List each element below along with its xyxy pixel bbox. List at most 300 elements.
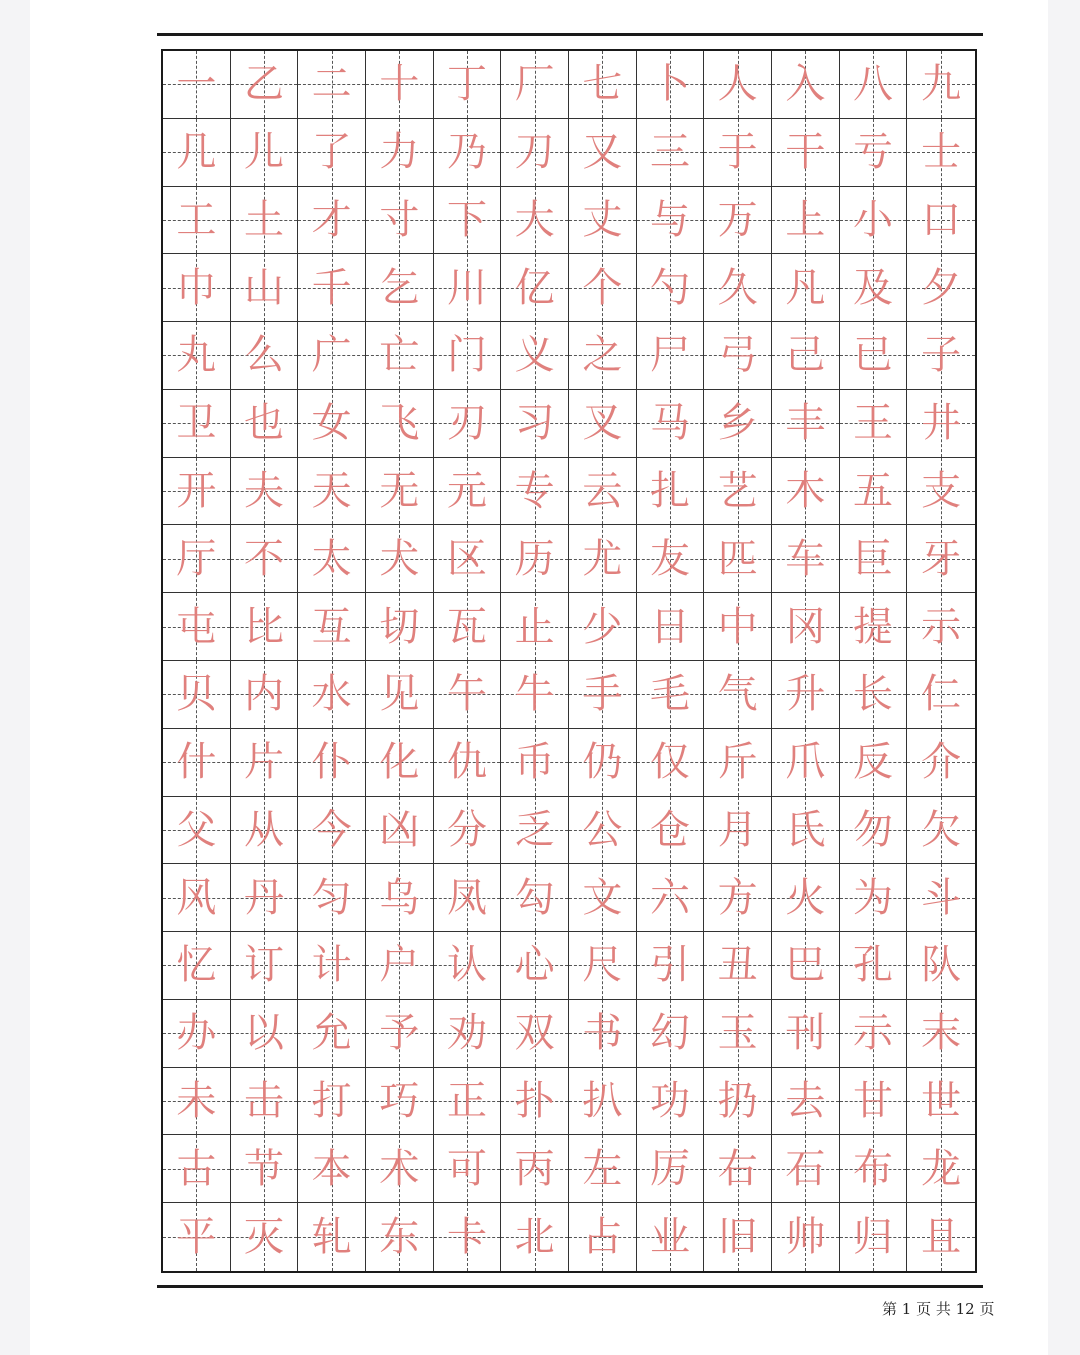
grid-cell xyxy=(366,390,434,458)
practice-character: 日 xyxy=(649,603,690,650)
practice-character: 尸 xyxy=(649,332,690,379)
practice-character: 凡 xyxy=(785,264,826,311)
grid-cell xyxy=(366,864,434,932)
grid-cell xyxy=(840,525,908,593)
practice-character: 爪 xyxy=(785,739,826,786)
practice-character: 平 xyxy=(176,1214,217,1261)
grid-cell xyxy=(704,254,772,322)
grid-cell xyxy=(772,797,840,865)
grid-cell xyxy=(501,797,569,865)
practice-character: 帅 xyxy=(785,1214,826,1261)
practice-character: 仓 xyxy=(649,806,690,853)
grid-cell xyxy=(298,322,366,390)
grid-cell xyxy=(231,932,299,1000)
grid-cell xyxy=(907,1203,975,1271)
grid-cell xyxy=(637,322,705,390)
practice-character: 乡 xyxy=(717,400,758,447)
practice-character: 午 xyxy=(446,671,487,718)
grid-cell xyxy=(704,187,772,255)
practice-character: 左 xyxy=(582,1145,623,1192)
practice-character: 扑 xyxy=(514,1078,555,1125)
practice-character: 见 xyxy=(379,671,420,718)
grid-cell xyxy=(163,119,231,187)
grid-cell xyxy=(501,390,569,458)
practice-character: 万 xyxy=(717,196,758,243)
practice-character: 已 xyxy=(852,332,893,379)
practice-character: 元 xyxy=(446,468,487,515)
grid-cell xyxy=(907,1000,975,1068)
practice-character: 广 xyxy=(311,332,352,379)
grid-cell xyxy=(772,390,840,458)
practice-character: 历 xyxy=(514,535,555,582)
grid-cell xyxy=(298,51,366,119)
practice-character: 仅 xyxy=(649,739,690,786)
practice-character: 什 xyxy=(176,739,217,786)
grid-cell xyxy=(569,525,637,593)
grid-cell xyxy=(840,797,908,865)
practice-character: 己 xyxy=(785,332,826,379)
practice-character: 本 xyxy=(311,1145,352,1192)
grid-cell xyxy=(569,322,637,390)
practice-character: 无 xyxy=(379,468,420,515)
practice-character: 太 xyxy=(311,535,352,582)
grid-cell xyxy=(637,932,705,1000)
practice-character: 正 xyxy=(446,1078,487,1125)
practice-character: 刀 xyxy=(514,129,555,176)
grid-cell xyxy=(704,864,772,932)
practice-character: 山 xyxy=(243,264,284,311)
practice-character: 丁 xyxy=(446,61,487,108)
practice-character: 丈 xyxy=(582,196,623,243)
practice-character: 乌 xyxy=(379,874,420,921)
practice-character: 丑 xyxy=(717,942,758,989)
practice-character: 扒 xyxy=(582,1078,623,1125)
practice-character: 丹 xyxy=(243,874,284,921)
practice-character: 为 xyxy=(852,874,893,921)
grid-cell xyxy=(704,1000,772,1068)
practice-character: 士 xyxy=(921,129,962,176)
practice-character: 仆 xyxy=(311,739,352,786)
grid-cell xyxy=(366,1000,434,1068)
grid-cell xyxy=(907,1135,975,1203)
grid-cell xyxy=(637,51,705,119)
grid-cell xyxy=(366,254,434,322)
practice-character: 乃 xyxy=(446,129,487,176)
grid-cell xyxy=(434,1068,502,1136)
practice-character: 气 xyxy=(717,671,758,718)
practice-character: 毛 xyxy=(649,671,690,718)
grid-cell xyxy=(569,1068,637,1136)
practice-character: 七 xyxy=(582,61,623,108)
practice-character: 心 xyxy=(514,942,555,989)
grid-cell xyxy=(163,932,231,1000)
practice-character: 玉 xyxy=(717,1010,758,1057)
grid-cell xyxy=(163,322,231,390)
grid-cell xyxy=(772,322,840,390)
practice-character: 世 xyxy=(921,1078,962,1125)
grid-cell xyxy=(772,729,840,797)
grid-cell xyxy=(907,525,975,593)
practice-character: 石 xyxy=(785,1145,826,1192)
practice-character: 云 xyxy=(582,468,623,515)
practice-character: 巨 xyxy=(852,535,893,582)
grid-cell xyxy=(366,729,434,797)
grid-cell xyxy=(840,322,908,390)
practice-character: 队 xyxy=(921,942,962,989)
practice-character: 文 xyxy=(582,874,623,921)
practice-character: 甘 xyxy=(852,1078,893,1125)
practice-character: 久 xyxy=(717,264,758,311)
practice-character: 人 xyxy=(717,61,758,108)
grid-cell xyxy=(772,661,840,729)
grid-cell xyxy=(163,1135,231,1203)
practice-character: 厉 xyxy=(649,1145,690,1192)
practice-character: 夫 xyxy=(243,468,284,515)
grid-cell xyxy=(163,1000,231,1068)
practice-character: 车 xyxy=(785,535,826,582)
practice-character: 习 xyxy=(514,400,555,447)
grid-cell xyxy=(434,1000,502,1068)
grid-cell xyxy=(434,322,502,390)
grid-cell xyxy=(501,1000,569,1068)
practice-character: 认 xyxy=(446,942,487,989)
practice-character: 弓 xyxy=(717,332,758,379)
grid-cell xyxy=(637,729,705,797)
practice-character: 义 xyxy=(514,332,555,379)
grid-cell xyxy=(840,729,908,797)
practice-character: 牛 xyxy=(514,671,555,718)
practice-character: 区 xyxy=(446,535,487,582)
grid-cell xyxy=(907,797,975,865)
practice-character: 千 xyxy=(311,264,352,311)
grid-cell xyxy=(298,119,366,187)
practice-character: 书 xyxy=(582,1010,623,1057)
grid-cell xyxy=(569,797,637,865)
practice-character: 卜 xyxy=(649,61,690,108)
practice-character: 友 xyxy=(649,535,690,582)
practice-character: 扎 xyxy=(649,468,690,515)
practice-character: 之 xyxy=(582,332,623,379)
grid-cell xyxy=(366,187,434,255)
grid-cell xyxy=(231,661,299,729)
practice-character: 风 xyxy=(176,874,217,921)
grid-cell xyxy=(501,51,569,119)
practice-character: 且 xyxy=(921,1214,962,1261)
practice-character: 从 xyxy=(243,806,284,853)
practice-character: 仁 xyxy=(921,671,962,718)
practice-character: 乞 xyxy=(379,264,420,311)
grid-cell xyxy=(231,322,299,390)
practice-character: 少 xyxy=(582,603,623,650)
practice-character: 乏 xyxy=(514,806,555,853)
grid-cell xyxy=(907,458,975,526)
practice-character: 勿 xyxy=(852,806,893,853)
grid-cell xyxy=(231,458,299,526)
practice-character: 布 xyxy=(852,1145,893,1192)
grid-cell xyxy=(163,390,231,458)
grid-cell xyxy=(434,729,502,797)
grid-cell xyxy=(637,119,705,187)
grid-cell xyxy=(231,797,299,865)
grid-cell xyxy=(366,1135,434,1203)
grid-cell xyxy=(163,458,231,526)
grid-cell xyxy=(637,1068,705,1136)
grid-cell xyxy=(501,1203,569,1271)
grid-cell xyxy=(637,390,705,458)
practice-character: 井 xyxy=(921,400,962,447)
grid-cell xyxy=(366,119,434,187)
practice-character: 十 xyxy=(379,61,420,108)
grid-cell xyxy=(231,864,299,932)
grid-cell xyxy=(840,254,908,322)
practice-character: 刊 xyxy=(785,1010,826,1057)
grid-cell xyxy=(704,1203,772,1271)
practice-character: 才 xyxy=(311,196,352,243)
practice-character: 轧 xyxy=(311,1214,352,1261)
grid-cell xyxy=(840,864,908,932)
practice-character: 巴 xyxy=(785,942,826,989)
practice-character: 孔 xyxy=(852,942,893,989)
grid-cell xyxy=(704,119,772,187)
grid-cell xyxy=(704,390,772,458)
grid-cell xyxy=(231,593,299,661)
practice-character: 双 xyxy=(514,1010,555,1057)
practice-character: 八 xyxy=(852,61,893,108)
practice-character: 东 xyxy=(379,1214,420,1261)
grid-cell xyxy=(298,1135,366,1203)
page-number: 第 1 页 共 12 页 xyxy=(882,1300,995,1318)
practice-grid xyxy=(161,49,977,1273)
grid-cell xyxy=(501,864,569,932)
grid-cell xyxy=(637,187,705,255)
grid-cell xyxy=(569,729,637,797)
grid-cell xyxy=(366,797,434,865)
grid-cell xyxy=(907,661,975,729)
grid-cell xyxy=(298,661,366,729)
practice-character: 五 xyxy=(852,468,893,515)
grid-cell xyxy=(434,390,502,458)
grid-cell xyxy=(231,525,299,593)
grid-cell xyxy=(772,51,840,119)
grid-cell xyxy=(366,593,434,661)
grid-cell xyxy=(637,1135,705,1203)
grid-cell xyxy=(840,593,908,661)
practice-character: 卡 xyxy=(446,1214,487,1261)
grid-cell xyxy=(163,729,231,797)
practice-character: 与 xyxy=(649,196,690,243)
practice-character: 三 xyxy=(649,129,690,176)
grid-cell xyxy=(231,187,299,255)
practice-character: 劝 xyxy=(446,1010,487,1057)
practice-character: 互 xyxy=(311,603,352,650)
practice-character: 业 xyxy=(649,1214,690,1261)
grid-cell xyxy=(434,932,502,1000)
grid-cell xyxy=(298,1203,366,1271)
practice-character: 贝 xyxy=(176,671,217,718)
grid-cell xyxy=(840,119,908,187)
practice-character: 九 xyxy=(921,61,962,108)
grid-cell xyxy=(772,864,840,932)
practice-character: 未 xyxy=(176,1078,217,1125)
grid-cell xyxy=(637,458,705,526)
practice-character: 扔 xyxy=(717,1078,758,1125)
grid-cell xyxy=(704,458,772,526)
practice-character: 丰 xyxy=(785,400,826,447)
practice-character: 下 xyxy=(446,196,487,243)
practice-character: 亿 xyxy=(514,264,555,311)
grid-cell xyxy=(366,458,434,526)
practice-character: 工 xyxy=(176,196,217,243)
practice-character: 一 xyxy=(176,61,217,108)
practice-character: 女 xyxy=(311,400,352,447)
grid-cell xyxy=(840,1135,908,1203)
grid-cell xyxy=(434,254,502,322)
grid-cell xyxy=(569,1000,637,1068)
practice-character: 长 xyxy=(852,671,893,718)
grid-cell xyxy=(501,187,569,255)
grid-cell xyxy=(501,593,569,661)
practice-character: 公 xyxy=(582,806,623,853)
grid-cell xyxy=(840,390,908,458)
practice-character: 可 xyxy=(446,1145,487,1192)
practice-character: 升 xyxy=(785,671,826,718)
practice-character: 艺 xyxy=(717,468,758,515)
grid-cell xyxy=(840,1000,908,1068)
practice-character: 忆 xyxy=(176,942,217,989)
grid-cell xyxy=(163,51,231,119)
practice-character: 勾 xyxy=(514,874,555,921)
practice-character: 凤 xyxy=(446,874,487,921)
practice-character: 屯 xyxy=(176,603,217,650)
practice-character: 打 xyxy=(311,1078,352,1125)
grid-cell xyxy=(231,119,299,187)
practice-character: 灭 xyxy=(243,1214,284,1261)
practice-character: 订 xyxy=(243,942,284,989)
grid-cell xyxy=(434,797,502,865)
practice-character: 以 xyxy=(243,1010,284,1057)
practice-character: 马 xyxy=(649,400,690,447)
grid-cell xyxy=(772,187,840,255)
grid-cell xyxy=(231,1135,299,1203)
grid-cell xyxy=(298,187,366,255)
grid-cell xyxy=(231,254,299,322)
practice-character: 中 xyxy=(717,603,758,650)
grid-cell xyxy=(840,932,908,1000)
practice-character: 干 xyxy=(785,129,826,176)
grid-cell xyxy=(298,593,366,661)
grid-cell xyxy=(840,51,908,119)
practice-character: 匹 xyxy=(717,535,758,582)
grid-cell xyxy=(163,525,231,593)
practice-character: 六 xyxy=(649,874,690,921)
practice-character: 力 xyxy=(379,129,420,176)
grid-cell xyxy=(704,1068,772,1136)
grid-cell xyxy=(231,390,299,458)
grid-cell xyxy=(298,729,366,797)
grid-cell xyxy=(434,1135,502,1203)
practice-character: 叉 xyxy=(582,400,623,447)
practice-character: 飞 xyxy=(379,400,420,447)
practice-character: 欠 xyxy=(921,806,962,853)
practice-character: 口 xyxy=(921,196,962,243)
grid-cell xyxy=(163,797,231,865)
practice-character: 卫 xyxy=(176,400,217,447)
practice-character: 也 xyxy=(243,400,284,447)
practice-character: 末 xyxy=(921,1010,962,1057)
practice-character: 刃 xyxy=(446,400,487,447)
grid-cell xyxy=(434,187,502,255)
practice-character: 大 xyxy=(514,196,555,243)
practice-character: 亡 xyxy=(379,332,420,379)
grid-cell xyxy=(907,254,975,322)
practice-character: 氏 xyxy=(785,806,826,853)
grid-cell xyxy=(907,390,975,458)
grid-cell xyxy=(298,797,366,865)
grid-cell xyxy=(637,864,705,932)
grid-cell xyxy=(772,593,840,661)
worksheet-page xyxy=(30,0,1048,1355)
practice-character: 凶 xyxy=(379,806,420,853)
grid-cell xyxy=(163,661,231,729)
practice-character: 功 xyxy=(649,1078,690,1125)
top-rule xyxy=(157,33,983,36)
practice-character: 仍 xyxy=(582,739,623,786)
grid-cell xyxy=(298,254,366,322)
grid-cell xyxy=(366,1203,434,1271)
grid-cell xyxy=(501,729,569,797)
grid-cell xyxy=(704,322,772,390)
practice-character: 占 xyxy=(582,1214,623,1261)
grid-cell xyxy=(163,593,231,661)
practice-character: 巾 xyxy=(176,264,217,311)
grid-cell xyxy=(569,390,637,458)
grid-cell xyxy=(163,1068,231,1136)
grid-cell xyxy=(772,932,840,1000)
bottom-rule xyxy=(157,1285,983,1288)
grid-cell xyxy=(434,119,502,187)
grid-cell xyxy=(501,525,569,593)
grid-cell xyxy=(298,525,366,593)
grid-cell xyxy=(298,864,366,932)
grid-cell xyxy=(704,525,772,593)
grid-cell xyxy=(772,458,840,526)
grid-cell xyxy=(637,797,705,865)
practice-character: 川 xyxy=(446,264,487,311)
grid-cell xyxy=(501,322,569,390)
practice-character: 匀 xyxy=(311,874,352,921)
practice-character: 上 xyxy=(785,196,826,243)
practice-character: 尺 xyxy=(582,942,623,989)
grid-cell xyxy=(231,51,299,119)
grid-cell xyxy=(163,254,231,322)
grid-cell xyxy=(907,119,975,187)
grid-cell xyxy=(637,254,705,322)
practice-character: 允 xyxy=(311,1010,352,1057)
grid-cell xyxy=(434,458,502,526)
practice-character: 龙 xyxy=(921,1145,962,1192)
practice-character: 丸 xyxy=(176,332,217,379)
grid-cell xyxy=(366,322,434,390)
grid-cell xyxy=(840,458,908,526)
grid-cell xyxy=(907,322,975,390)
grid-cell xyxy=(231,1000,299,1068)
practice-character: 二 xyxy=(311,61,352,108)
grid-cell xyxy=(163,1203,231,1271)
practice-character: 手 xyxy=(582,671,623,718)
grid-cell xyxy=(231,1203,299,1271)
grid-cell xyxy=(501,1135,569,1203)
grid-cell xyxy=(366,661,434,729)
